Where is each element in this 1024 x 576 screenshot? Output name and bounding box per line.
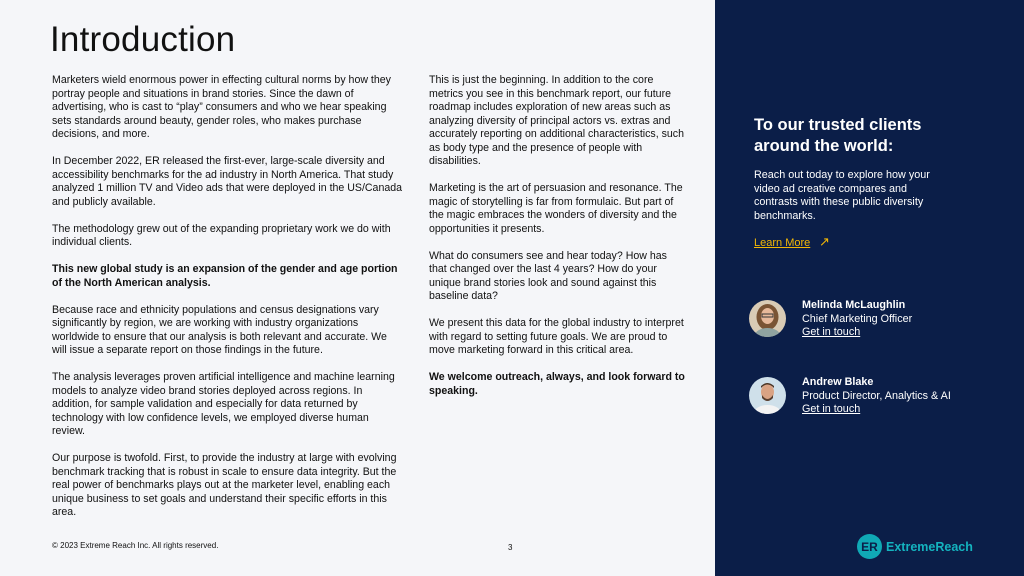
learn-more-link[interactable]: Learn More (754, 237, 811, 249)
logo-text: ExtremeReach (886, 539, 973, 554)
sidebar-title: To our trusted clients around the world: (754, 116, 922, 155)
paragraph-bold: We welcome outreach, always, and look forward to speaking. (429, 371, 685, 397)
paragraph: Marketers wield enormous power in effecting cultural norms by how they portray people and situations in brand stories. Since the dawn of advertising, who is cast to “play” consumers and who we hear speaking sets standards around beauty, gender roles, who makes purchase decisions, and more. (52, 74, 391, 140)
paragraph: The analysis leverages proven artificial intelligence and machine learning models to analyze video brand stories deployed across regions. In addition, for sample validation and especially for data returned by technology with low confidence levels, we employed diverse human review. (52, 371, 395, 437)
external-arrow-icon: ↗ (819, 234, 830, 249)
contact-name: Melinda McLaughlin (802, 299, 906, 311)
paragraph: This is just the beginning. In addition to the core metrics you see in this benchmark report, our future roadmap includes exploration of new areas such as analyzing diversity of principal actors vs. extras and accurately reporting on additional characteristics, such as body type and the presence of people with disabilities. (429, 74, 684, 167)
sidebar-text: Reach out today to explore how your video ad creative compares and contrasts with these public diversity benchmarks. (754, 169, 930, 222)
paragraph: Marketing is the art of persuasion and resonance. The magic of storytelling is far from formulaic. But part of the magic embraces the wonders of diversity and the opportunities it presents. (429, 182, 683, 235)
contact-role: Chief Marketing Officer (802, 312, 913, 325)
paragraph: The methodology grew out of the expanding proprietary work we do with individual clients. (52, 222, 391, 248)
avatar (749, 377, 786, 414)
paragraph: We present this data for the global industry to interpret with regard to setting future goals. We are proud to move marketing forward in this critical area. (429, 317, 684, 356)
contact-role: Product Director, Analytics & AI (802, 389, 951, 402)
paragraph-bold: This new global study is an expansion of the gender and age portion of the North American analysis. (52, 263, 398, 289)
logo-mark-icon: ER (857, 534, 882, 559)
contact-sidebar (715, 0, 1024, 576)
get-in-touch-link[interactable]: Get in touch (802, 403, 861, 415)
page-number: 3 (508, 543, 513, 552)
paragraph: What do consumers see and hear today? How has that changed over the last 4 years? How do your unique brand stories look and sound against this baseline data? (429, 249, 667, 302)
avatar (749, 300, 786, 337)
copyright: © 2023 Extreme Reach Inc. All rights reserved. (52, 541, 219, 550)
page-title: Introduction (50, 20, 236, 59)
right-column (429, 74, 687, 412)
paragraph: In December 2022, ER released the first-ever, large-scale diversity and accessibility benchmarks for the ad industry in North America. That study analyzed 1 million TV and Video ads that were deployed in the US/Canada and publicly available. (52, 155, 403, 208)
get-in-touch-link[interactable]: Get in touch (802, 326, 861, 338)
contact-name: Andrew Blake (802, 376, 874, 388)
left-column (52, 74, 404, 533)
paragraph: Because race and ethnicity populations and census designations vary significantly by region, we are working with industry organizations worldwide to ensure that our analysis is both relevant and accurate. We will issue a separate report on those findings in the future. (52, 303, 387, 356)
paragraph: Our purpose is twofold. First, to provide the industry at large with evolving benchmark tracking that is robust in scale to ensure data integrity. But the real power of benchmarks plays out at the marketer level, enabling each unique business to set goals and understand their specific efforts in this area. (52, 452, 397, 518)
extremereach-logo (857, 534, 973, 559)
